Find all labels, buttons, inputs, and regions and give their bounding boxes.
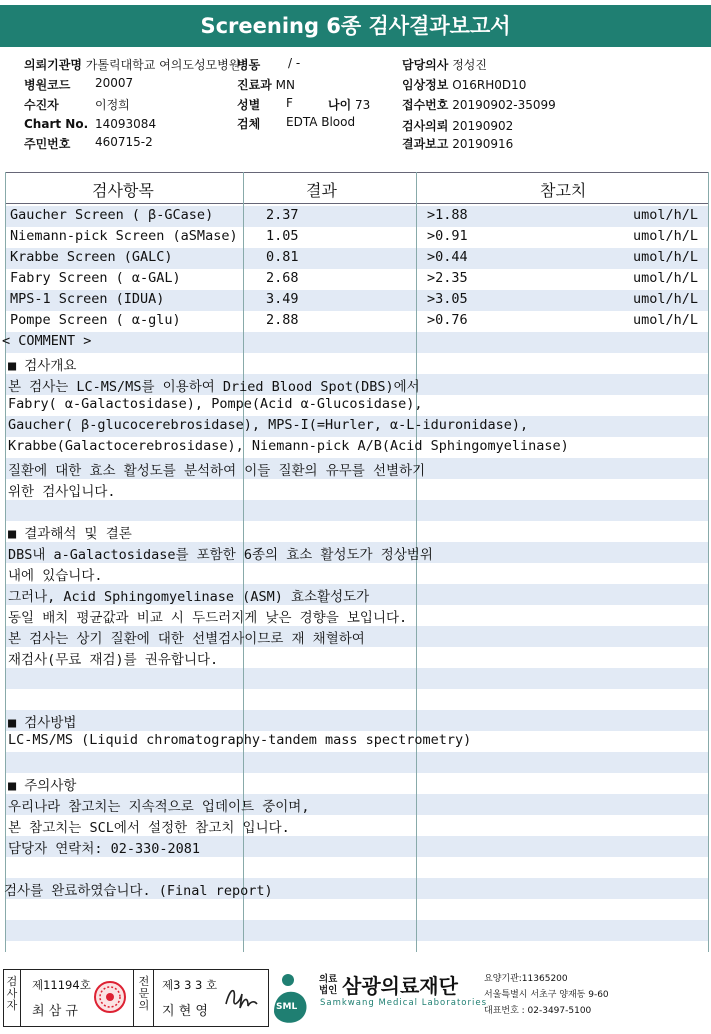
row-stripe [5, 710, 708, 731]
comment-line: ■ 검사개요 [8, 358, 77, 374]
col-header-item: 검사항목 [92, 181, 154, 200]
org-code: 요양기관:11365200 [484, 974, 568, 984]
comment-line: ■ 결과해석 및 결론 [8, 526, 132, 542]
examiner-license: 제11194호 [32, 978, 91, 992]
ssn-value: 460715-2 [95, 135, 153, 149]
reported-label: 결과보고 [402, 137, 449, 151]
collector-label: 수진자 [24, 98, 59, 112]
dept-value: MN [275, 78, 295, 92]
result-item: Pompe Screen ( α-glu) [10, 312, 181, 328]
reference-value: >0.44 [427, 249, 468, 265]
age-value: 73 [355, 98, 371, 112]
comment-line: LC-MS/MS (Liquid chromatography-tandem mass spectrometry) [8, 732, 472, 748]
clinical-value: O16RH0D10 [452, 78, 527, 92]
table-header-rule [5, 203, 708, 204]
result-unit: umol/h/L [633, 270, 699, 286]
reference-value: >3.05 [427, 291, 468, 307]
row-stripe [5, 332, 708, 353]
doctor-value: 정성진 [452, 58, 487, 72]
examiner-name: 최 삼 규 [32, 1004, 78, 1019]
logo-text: SML [276, 1002, 298, 1012]
comment-line: DBS내 a-Galactosidase를 포함한 6종의 효소 활성도가 정상범위 [8, 547, 433, 563]
result-value: 3.49 [266, 291, 299, 307]
clinical-label: 임상정보 [402, 78, 449, 92]
sex-label: 성별 [237, 98, 261, 112]
comment-line: 본 검사는 LC-MS/MS를 이용하여 Dried Blood Spot(DBS)에서 [8, 379, 420, 395]
comment-line: 질환에 대한 효소 활성도를 분석하여 이들 질환의 유무를 선별하기 [8, 463, 426, 479]
reference-value: >1.88 [427, 207, 468, 223]
ward-label: 병동 [237, 58, 261, 72]
reference-value: >0.91 [427, 228, 468, 244]
hospital-label: 의뢰기관명 [24, 58, 82, 72]
seal-icon [93, 980, 127, 1018]
requested-value: 20190902 [452, 119, 514, 133]
result-item: Krabbe Screen (GALC) [10, 249, 173, 265]
hospital-value: 가톨릭대학교 여의도성모병원 [85, 58, 241, 72]
collector-value: 이정희 [95, 98, 130, 112]
age-label: 나이 [328, 98, 352, 112]
table-top-rule [5, 172, 708, 173]
col-header-ref: 참고치 [540, 181, 587, 200]
comment-line: Gaucher( β-glucocerebrosidase), MPS-I(=Hurler, α-L-iduronidase), [8, 417, 529, 433]
hospcode-label: 병원코드 [24, 78, 71, 92]
specimen-value: EDTA Blood [286, 115, 356, 129]
hospcode-value: 20007 [95, 76, 134, 90]
specimen-label: 검체 [237, 117, 261, 131]
reviewer-label: 전문의 [138, 975, 150, 1012]
comment-line: 그러나, Acid Sphingomyelinase (ASM) 효소활성도가 [8, 589, 370, 605]
row-stripe [5, 920, 708, 941]
result-item: MPS-1 Screen (IDUA) [10, 291, 165, 307]
receipt-label: 접수번호 [402, 98, 449, 112]
result-value: 1.05 [266, 228, 299, 244]
comment-header: < COMMENT > [2, 333, 92, 349]
comment-line: ■ 검사방법 [8, 715, 77, 731]
receipt-value: 20190902-35099 [452, 98, 556, 112]
doctor-label: 담당의사 [402, 58, 449, 72]
comment-line: 재검사(무료 재검)를 권유합니다. [8, 652, 219, 668]
table-right-border [708, 172, 709, 952]
comment-line: 동일 배치 평균값과 비교 시 두드러지게 낮은 경향을 보입니다. [8, 610, 408, 626]
requested-label: 검사의뢰 [402, 119, 449, 133]
ssn-label: 주민번호 [24, 137, 71, 151]
result-unit: umol/h/L [633, 207, 699, 223]
result-item: Gaucher Screen ( β-GCase) [10, 207, 214, 223]
dept-label: 진료과 [237, 78, 272, 92]
chart-value: 14093084 [95, 117, 157, 131]
report-title: Screening 6종 검사결과보고서 [0, 5, 711, 47]
result-item: Fabry Screen ( α-GAL) [10, 270, 181, 286]
comment-line: 담당자 연락처: 02-330-2081 [8, 841, 201, 857]
comment-line: 검사를 완료하였습니다. (Final report) [4, 883, 273, 899]
reference-value: >2.35 [427, 270, 468, 286]
comment-line: 내에 있습니다. [8, 568, 103, 584]
comment-line: 위한 검사입니다. [8, 484, 116, 500]
comment-line: Krabbe(Galactocerebrosidase), Niemann-pick A/B(Acid Sphingomyelinase) [8, 438, 569, 454]
table-left-border [5, 172, 6, 952]
row-stripe [5, 668, 708, 689]
examiner-label: 검사자 [6, 975, 18, 1012]
org-name-en: Samkwang Medical Laboratories [320, 998, 488, 1008]
result-unit: umol/h/L [633, 291, 699, 307]
row-stripe [5, 500, 708, 521]
org-prefix-top: 의료 [319, 974, 338, 985]
result-value: 2.37 [266, 207, 299, 223]
comment-line: ■ 주의사항 [8, 778, 77, 794]
ward-value: / - [288, 56, 301, 70]
org-address: 서울특별시 서초구 양재동 9-60 [484, 990, 609, 1000]
result-value: 2.68 [266, 270, 299, 286]
comment-line: 우리나라 참고치는 지속적으로 업데이트 중이며, [8, 799, 310, 815]
comment-line: 본 검사는 상기 질환에 대한 선별검사이므로 재 채혈하여 [8, 631, 365, 647]
sml-logo-icon [272, 968, 314, 1030]
report-footer [0, 962, 711, 1034]
result-value: 2.88 [266, 312, 299, 328]
result-value: 0.81 [266, 249, 299, 265]
org-phone: 대표번호 : 02-3497-5100 [484, 1006, 592, 1016]
reviewer-name: 지 현 영 [162, 1004, 208, 1019]
result-item: Niemann-pick Screen (aSMase) [10, 228, 238, 244]
chart-label: Chart No. [24, 117, 89, 131]
col-header-result: 결과 [306, 181, 337, 200]
reference-value: >0.76 [427, 312, 468, 328]
org-name: 삼광의료재단 [342, 974, 458, 998]
result-unit: umol/h/L [633, 312, 699, 328]
row-stripe [5, 752, 708, 773]
sex-value: F [286, 96, 293, 110]
result-unit: umol/h/L [633, 249, 699, 265]
comment-line: Fabry( α-Galactosidase), Pompe(Acid α-Glucosidase), [8, 396, 423, 412]
comment-line: 본 참고치는 SCL에서 설정한 참고치 입니다. [8, 820, 290, 836]
reviewer-license: 제3 3 3 호 [162, 978, 218, 992]
org-prefix-bottom: 법인 [319, 985, 338, 996]
reported-value: 20190916 [452, 137, 514, 151]
signature-icon [222, 982, 260, 1016]
result-unit: umol/h/L [633, 228, 699, 244]
